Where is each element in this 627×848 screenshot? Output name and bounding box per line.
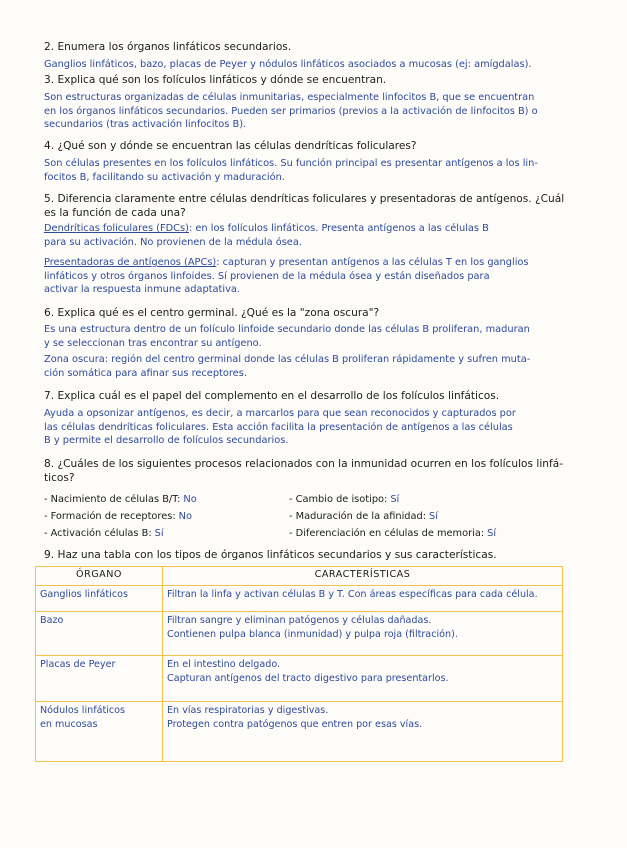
process-item — [44, 527, 294, 544]
answer-7-line: B y permite el desarrollo de folículos secundarios. — [44, 435, 289, 446]
characteristic-line: Filtran sangre y eliminan patógenos y células dañadas. — [167, 615, 432, 626]
process-label: - Formación de receptores: — [44, 511, 176, 522]
process-answer: Sí — [390, 494, 400, 505]
question-6: 6. Explica qué es el centro germinal. ¿Qué es la "zona oscura"? — [44, 307, 380, 319]
process-item — [44, 510, 294, 527]
header-characteristics: CARACTERÍSTICAS — [163, 567, 563, 586]
question-8-line: ticos? — [44, 472, 75, 484]
process-label: - Nacimiento de células B/T: — [44, 494, 181, 505]
characteristic-line: Filtran la linfa y activan células B y T. Con áreas específicas para cada célula. — [167, 589, 538, 600]
process-label: - Diferenciación en células de memoria: — [289, 528, 485, 539]
characteristic-line: En el intestino delgado. — [167, 659, 281, 670]
answer-3-line: Son estructuras organizadas de células inmunitarias, especialmente linfocitos B, que se encuentran — [44, 92, 535, 103]
question-8-line: 8. ¿Cuáles de los siguientes procesos relacionados con la inmunidad ocurren en los folículos linfá- — [44, 458, 564, 470]
answer-7 — [44, 407, 584, 448]
organ-cell — [36, 586, 163, 612]
organ-name: Bazo — [40, 615, 64, 626]
process-list-left — [44, 493, 294, 544]
fdc-term: Dendríticas foliculares (FDCs) — [44, 223, 189, 234]
process-answer: Sí — [429, 511, 438, 522]
answer-7-line: Ayuda a opsonizar antígenos, es decir, a marcarlos para que sean reconocidos y capturados por — [44, 408, 516, 419]
answer-5-fdc-line — [44, 222, 584, 236]
table-row — [36, 702, 563, 762]
organs-table — [35, 566, 563, 762]
table-row — [36, 656, 563, 702]
process-label: - Activación células B: — [44, 528, 152, 539]
answer-5-fdc — [44, 222, 584, 249]
answer-4 — [44, 157, 584, 184]
answer-6 — [44, 323, 584, 350]
answer-6-line: y se seleccionan tras encontrar su antígeno. — [44, 337, 262, 349]
organ-name: en mucosas — [40, 719, 98, 730]
organ-name: Placas de Peyer — [40, 659, 116, 670]
answer-3 — [44, 91, 584, 132]
characteristics-cell — [163, 656, 563, 702]
process-item — [289, 527, 539, 544]
answer-6-zona — [44, 353, 584, 380]
answer-6-line: Es una estructura dentro de un folículo linfoide secundario donde las células B proliferan, maduran — [44, 324, 530, 335]
process-answer: No — [183, 494, 197, 505]
process-item — [289, 493, 539, 510]
answer-2-text: Ganglios linfáticos, bazo, placas de Peyer y nódulos linfáticos asociados a mucosas (ej: amígdalas). — [44, 59, 532, 70]
answer-2 — [44, 58, 584, 72]
answer-5-apc-line: activar la respuesta inmune adaptativa. — [44, 284, 240, 295]
answer-7-line: las células dendríticas foliculares. Esta acción facilita la presentación de antígenos a las células — [44, 421, 513, 433]
organ-cell — [36, 656, 163, 702]
characteristic-line: Protegen contra patógenos que entren por esas vías. — [167, 719, 423, 730]
characteristic-line: Contienen pulpa blanca (inmunidad) y pulpa roja (filtración). — [167, 629, 458, 640]
table-header-row — [36, 567, 563, 586]
answer-3-line: en los órganos linfáticos secundarios. Pueden ser primarios (previos a la activación de linfocitos B) o — [44, 105, 538, 117]
answer-6-zona-line: Zona oscura: región del centro germinal donde las células B proliferan rápidamente y sufren muta- — [44, 354, 531, 365]
question-4: 4. ¿Qué son y dónde se encuentran las células dendríticas foliculares? — [44, 140, 417, 152]
table-row — [36, 586, 563, 612]
answer-5-apc — [44, 256, 584, 297]
table-row — [36, 612, 563, 656]
process-item — [44, 493, 294, 510]
characteristic-line: En vías respiratorias y digestivas. — [167, 705, 329, 716]
question-8 — [44, 457, 584, 485]
process-item — [289, 510, 539, 527]
organ-cell — [36, 612, 163, 656]
question-5 — [44, 192, 584, 220]
answer-6-zona-line: ción somática para afinar sus receptores. — [44, 367, 247, 379]
characteristics-cell — [163, 612, 563, 656]
process-answer: No — [178, 511, 192, 522]
question-3: 3. Explica qué son los folículos linfáticos y dónde se encuentran. — [44, 74, 387, 86]
question-5-line: 5. Diferencia claramente entre células dendríticas foliculares y presentadoras de antígenos. ¿Cuál — [44, 193, 565, 205]
organ-name: Ganglios linfáticos — [40, 589, 128, 600]
header-organ: ÓRGANO — [36, 567, 163, 586]
process-label: - Maduración de la afinidad: — [289, 511, 427, 522]
answer-5-fdc-line: para su activación. No provienen de la médula ósea. — [44, 236, 302, 248]
answer-3-line: secundarios (tras activación linfocitos B). — [44, 119, 247, 130]
question-7: 7. Explica cuál es el papel del complemento en el desarrollo de los folículos linfáticos. — [44, 390, 500, 402]
question-5-line: es la función de cada una? — [44, 207, 186, 219]
organ-name: Nódulos linfáticos — [40, 705, 126, 716]
organ-cell — [36, 702, 163, 762]
characteristics-cell — [163, 702, 563, 762]
process-answer: Sí — [487, 528, 497, 539]
fdc-text: : en los folículos linfáticos. Presenta antígenos a las células B — [188, 223, 489, 234]
process-list-right — [289, 493, 539, 544]
characteristic-line: Capturan antígenos del tracto digestivo para presentarlos. — [167, 673, 449, 684]
process-label: - Cambio de isotipo: — [289, 494, 388, 505]
question-9: 9. Haz una tabla con los tipos de órganos linfáticos secundarios y sus características. — [44, 549, 497, 561]
process-answer: Sí — [154, 528, 164, 539]
apc-text: : capturan y presentan antígenos a las células T en los ganglios — [216, 257, 529, 268]
answer-4-line: focitos B, facilitando su activación y maduración. — [44, 171, 285, 183]
answer-5-apc-line — [44, 256, 584, 270]
answer-4-line: Son células presentes en los folículos linfáticos. Su función principal es presentar antígenos a los lin- — [44, 158, 538, 169]
question-2: 2. Enumera los órganos linfáticos secundarios. — [44, 41, 292, 53]
apc-term: Presentadoras de antígenos (APCs) — [44, 257, 217, 268]
characteristics-cell — [163, 586, 563, 612]
answer-5-apc-line: linfáticos y otros órganos linfoides. Sí provienen de la médula ósea y están diseñados para — [44, 270, 490, 282]
